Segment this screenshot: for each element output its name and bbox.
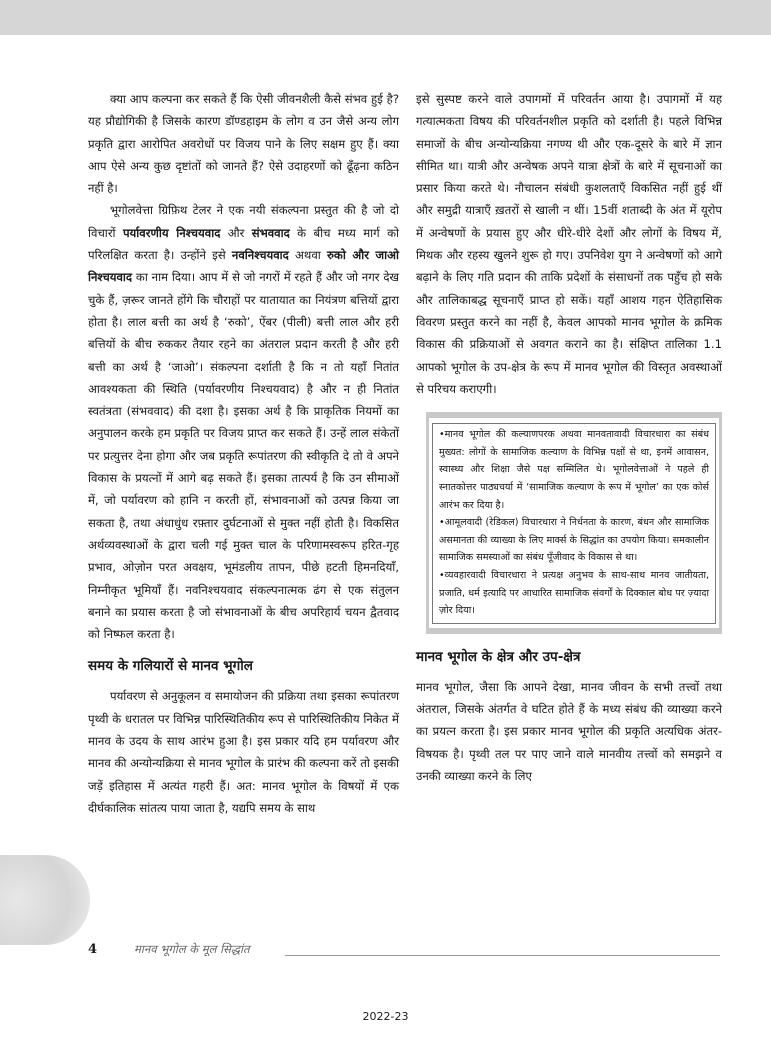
paragraph-lifestyle: क्या आप कल्पना कर सकते हैं कि ऐसी जीवनशैली कैसे संभव हुई है? यह प्रौद्योगिकी है जिसके कारण डॉण्डहाइम के लोग व उन जैसे अन्य लोग प्रकृति द्वारा आरोपित अवरोधों पर विजय पाने के लिए सक्षम हुए हैं। क्या आप ऐसे अन्य कुछ दृष्टांतों को जानते हैं? ऐसे उदाहरणों को ढूँढ़ना कठिन नहीं है। (88, 92, 399, 196)
text-segment: अथवा (288, 248, 327, 263)
section-heading-history: समय के गलियारों से मानव भूगोल (88, 658, 253, 675)
running-title: मानव भूगोल के मूल सिद्धांत (134, 942, 250, 956)
right-column (416, 88, 722, 787)
term-stop-and-go: रुको और जाओ निश्चयवाद (88, 248, 400, 285)
term-environmental-determinism: पर्यावरणीय निश्चयवाद (122, 225, 221, 240)
globe-decoration (0, 855, 90, 945)
text-segment: का नाम दिया। आप में से जो नगरों में रहते हैं और जो नगर देख चुके हैं, ज़रूर जानते होंगे कि चौराहों पर यातायात का नियंत्रण बत्तियों द्वारा होता है। लाल बत्ती का अर्थ है ‘रुको’, ऐंबर (पीली) बत्ती लाल और हरी बत्तियों के बीच रुककर तैयार रहने का अंतराल प्रदान करती है और हरी बत्ती का अर्थ है ‘जाओ’। संकल्पना दर्शाती है कि न तो यहाँ नितांत आवश्यकता की स्थिति (पर्यावरणीय निश्चयवाद) है और न ही नितांत स्वतंत्रता (संभववाद) की दशा है। इसका अर्थ है कि प्राकृतिक नियमों का अनुपालन करके हम प्रकृति पर विजय प्राप्त कर सकते हैं। उन्हें लाल संकेतों पर प्रत्युत्तर देना होगा और जब प्रकृति रूपांतरण की स्वीकृति दे तो वे अपने विकास के प्रयत्नों में आगे बढ़ सकते हैं। इसका तात्पर्य है कि उन सीमाओं में, जो पर्यावरण को हानि न करती हों, संभावनाओं को उत्पन्न किया जा सकता है, तथा अंधाधुंध रफ़्तार दुर्घटनाओं से मुक्त नहीं होती है। विकसित अर्थव्यवस्थाओं के द्वारा चली गई मुक्त चाल के परिणामस्वरूप हरित-गृह प्रभाव, ओज़ोन परत अवक्षय, भूमंडलीय तापन, पीछे हटती हिमनदियाँ, निम्नीकृत भूमियाँ हैं। नवनिश्चयवाद संकल्पनात्मक ढंग से एक संतुलन बनाने का प्रयास करता है जो संभावनाओं के बीच अपरिहार्य चयन द्वैतवाद को निष्फल करता है। (88, 270, 399, 642)
footer-year: 2022-23 (362, 1010, 409, 1023)
box-item-radical: • आमूलवादी (रेडिकल) विचारधारा ने निर्धनता के कारण, बंधन और सामाजिक असमानता की व्याख्या के लिए मार्क्स के सिद्धांत का उपयोग किया। समकालीन सामाजिक समस्याओं का संबंध पूँजीवाद के विकास से था। (439, 514, 709, 567)
left-column (88, 88, 399, 819)
text-segment: के बीच मध्य मार्ग को परिलक्षित करता है। उन्होंने इसे (88, 225, 400, 263)
box-item-behavioural: • व्यवहारवादी विचारधारा ने प्रत्यक्ष अनुभव के साथ-साथ मानव जातीयता, प्रजाति, धर्म इत्यादि पर आधारित सामाजिक संवर्गों के दिक्काल बोध पर ज़्यादा ज़ोर दिया। (439, 567, 709, 620)
paragraph-neodeterminism (88, 199, 399, 645)
footer-rule (285, 955, 720, 956)
section-heading-scope: मानव भूगोल के क्षेत्र और उप-क्षेत्र (416, 648, 581, 665)
thought-box (426, 412, 722, 634)
top-gray-band (0, 0, 771, 35)
paragraph-history: पर्यावरण से अनुकूलन व समायोजन की प्रक्रिया तथा इसका रूपांतरण पृथ्वी के धरातल पर विभिन्न पारिस्थितिकीय रूप से पारिस्थितिकीय निकेत में मानव के उदय के साथ आरंभ हुआ है। इस प्रकार यदि हम पर्यावरण और मानव की अन्योन्यक्रिया से मानव भूगोल के प्रारंभ की कल्पना करें तो इसकी जड़ें इतिहास में अत्यंत गहरी हैं। अत: मानव भूगोल के विषयों में एक दीर्घकालिक सांतत्य पाया जाता है, यद्यपि समय के साथ (88, 689, 399, 815)
term-neodeterminism: नवनिश्चयवाद (231, 248, 289, 263)
text-segment: भूगोलवेत्ता ग्रिफ़िथ टेलर ने एक नयी संकल्पना प्रस्तुत की है जो दो विचारों (88, 203, 399, 240)
page-number: 4 (88, 942, 98, 957)
box-item-welfare: • मानव भूगोल की कल्याणपरक अथवा मानवतावादी विचारधारा का संबंध मुख्यत: लोगों के सामाजिक कल्याण के विभिन्न पक्षों से था, इनमें आवासन, स्वास्थ्य और शिक्षा जैसे पक्ष सम्मिलित थे। भूगोलवेत्ताओं ने पहले ही स्नातकोत्तर पाठ्यचर्या में ‘सामाजिक कल्याण के रूप में भूगोल’ का एक कोर्स आरंभ कर दिया है। (439, 426, 709, 514)
term-possibilism: संभववाद (251, 225, 290, 240)
thought-box-inner (432, 423, 716, 624)
text-segment: और (220, 225, 252, 240)
paragraph-scope: मानव भूगोल, जैसा कि आपने देखा, मानव जीवन के सभी तत्त्वों तथा अंतराल, जिसके अंतर्गत वे घटित होते हैं के मध्य संबंध की व्याख्या करने का प्रयत्न करता है। इस प्रकार मानव भूगोल की प्रकृति अत्यधिक अंतर-विषयक है। पृथ्वी तल पर पाए जाने वाले मानवीय तत्त्वों को समझने व उनकी व्याख्या करने के लिए (416, 679, 722, 783)
paragraph-approaches: इसे सुस्पष्ट करने वाले उपागमों में परिवर्तन आया है। उपागमों में यह गत्यात्मकता विषय की परिवर्तनशील प्रकृति को दर्शाती है। पहले विभिन्न समाजों के बीच अन्योन्यक्रिया नगण्य थी और एक-दूसरे के बारे में ज्ञान सीमित था। यात्री और अन्वेषक अपने यात्रा क्षेत्रों के बारे में सूचनाओं का प्रसार किया करते थे। नौचालन संबंधी कुशलताएँ विकसित नहीं हुई थीं और समुद्री यात्राएँ ख़तरों से खाली न थीं। 15वीं शताब्दी के अंत में यूरोप में अन्वेषणों के प्रयास हुए और धीरे-धीरे देशों और लोगों के विषय में, मिथक और रहस्य खुलने शुरू हो गए। उपनिवेश युग ने अन्वेषणों को आगे बढ़ाने के लिए गति प्रदान की ताकि प्रदेशों के संसाधनों तक पहुँच हो सके और तालिकाबद्ध सूचनाएँ प्राप्त हो सकें। यहाँ आशय गहन ऐतिहासिक विवरण प्रस्तुत करने का नहीं है, केवल आपको मानव भूगोल के क्रमिक विकास की प्रक्रियाओं से अवगत कराने का है। संक्षिप्त तालिका 1.1 आपको भूगोल के उप-क्षेत्र के रूप में मानव भूगोल की विस्तृत अवस्थाओं से परिचय कराएगी। (416, 92, 722, 396)
